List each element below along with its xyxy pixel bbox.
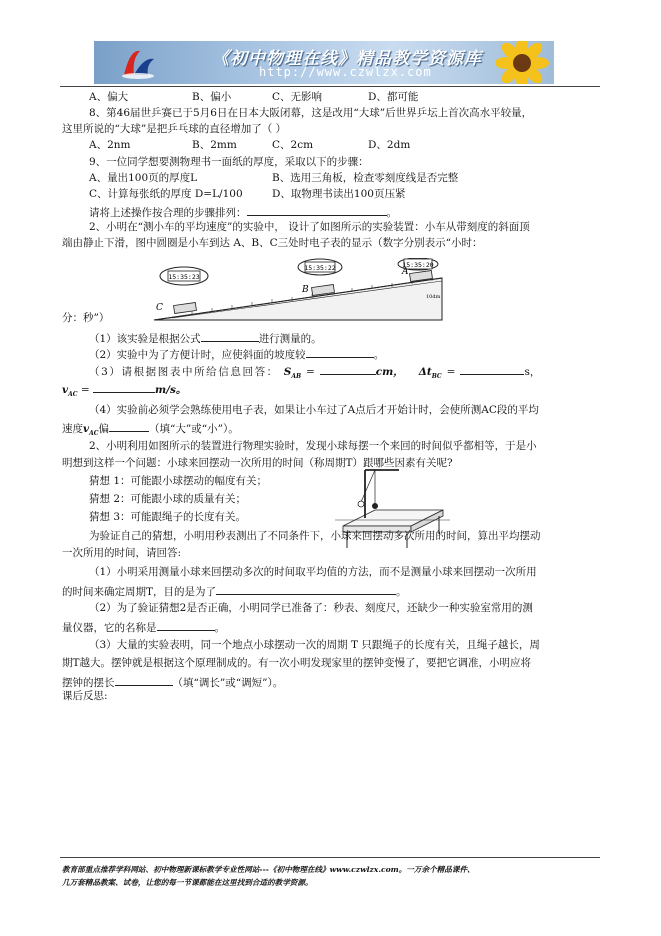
- exp2-guess-1: 猜想 1：可能跟小球摆动的幅度有关；: [89, 475, 268, 487]
- exp1-intro-2: 端由静止下滑，图中圆圈是小车到达 A、B、C三处时电子表的显示（数字分别表示“小时：: [62, 237, 483, 249]
- q9-step-a: A、量出100页的厚度L: [89, 172, 198, 184]
- exp2-p3-line-2: 期T越大。摆钟就是根据这个原理制成的。有一次小明发现家里的摆钟变慢了，要把它调准，小明应将: [62, 657, 532, 669]
- q8-option-b: B、2mm: [192, 139, 237, 151]
- q7-option-b: B、偏小: [192, 91, 232, 103]
- q9-order-line: 请将上述操作按合理的步骤排列： 。: [89, 204, 397, 220]
- exp2-verify-2: 一次所用的时间，请回答:: [62, 547, 182, 559]
- q7-option-c: C、无影响: [272, 91, 323, 103]
- ruler-end-label: 10dm: [426, 294, 441, 300]
- exp1-q4-blank[interactable]: [109, 420, 149, 432]
- header-banner: [94, 41, 554, 84]
- clock-c: [160, 267, 208, 285]
- q9-order-blank[interactable]: [247, 204, 387, 216]
- exp2-p3-line-3: 摆钟的摆长 （填“调长”或“调短”）。: [62, 674, 283, 690]
- q8-option-a: A、2nm: [89, 139, 131, 151]
- exp1-intro-3: 分：秒”）: [62, 312, 110, 324]
- s-ab-blank[interactable]: [320, 363, 376, 375]
- q7-option-a: A、偏大: [89, 91, 129, 103]
- exp2-p2-line-1: （2）为了验证猜想2是否正确，小明同学已准备了：秒表、刻度尺，还缺少一种实验室常用的测: [89, 602, 533, 614]
- q8-line-2: 这里所说的“大球”是把乒乓球的直径增加了（ ）: [62, 123, 287, 135]
- q8-option-c: C、2cm: [272, 139, 314, 151]
- exp2-p3-blank[interactable]: [115, 674, 173, 686]
- exp2-guess-3: 猜想 3：可能跟绳子的长度有关。: [89, 511, 247, 523]
- q9-step-b: B、选用三角板，检查零刻度线是否完整: [272, 172, 459, 184]
- exp1-q3-v: $v_{AC} = m/s$。: [62, 381, 186, 401]
- q9-line-1: 9、一位同学想要测物理书一面纸的厚度，采取以下的步骤：: [89, 156, 369, 168]
- exp2-guess-2: 猜想 2：可能跟小球的质量有关；: [89, 493, 247, 505]
- exp2-p2-line-2: 量仪器，它的名称是 。: [62, 619, 225, 635]
- header-rule: [60, 86, 600, 87]
- v-ac-blank[interactable]: [93, 381, 155, 393]
- exp1-intro-1: 2、小明在“测小车的平均速度”的实验中， 设计了如图所示的实验装置：小车从带刻度的斜面顶: [89, 221, 530, 233]
- point-label-b: B: [302, 285, 309, 295]
- clock-b: [298, 259, 342, 275]
- exp1-q4-line-2: 速度$v_{AC}$偏 （填“大”或“小”）。: [62, 420, 239, 440]
- point-label-c: C: [156, 303, 163, 313]
- exp1-q1: （1）该实验是根据公式 进行测量的。: [89, 330, 322, 346]
- clock-b-time: 15:35:22: [304, 264, 336, 272]
- t-bc-blank[interactable]: [460, 363, 524, 375]
- point-label-a: A: [402, 267, 409, 277]
- exp2-p1-line-2: 的时间来确定周期T，目的是为了 。: [62, 583, 407, 599]
- q9-step-c: C、计算每张纸的厚度 D=L/100: [89, 188, 243, 200]
- exp2-p2-blank[interactable]: [157, 619, 215, 631]
- exp2-intro-2: 明想到这样一个问题：小球来回摆动一次所用的时间（称周期T）跟哪些因素有关呢?: [62, 457, 453, 469]
- banner-url: http://www.czwlzx.com: [259, 65, 432, 79]
- clock-a-time: 15:35:20: [402, 261, 434, 269]
- footer-rule: [60, 857, 600, 858]
- exp2-p3-line-1: （3）大量的实验表明，同一个地点小球摆动一次的周期 T 只跟绳子的长度有关，且绳子越长，周: [89, 639, 540, 651]
- exp1-q2: （2）实验中为了方便计时，应使斜面的坡度较 。: [89, 346, 384, 362]
- exp2-intro-1: 2、小明利用如图所示的装置进行物理实验时，发现小球每摆一个来回的时间似乎都相等，于是小: [89, 440, 537, 452]
- footer-line-1: 教育部重点推荐学科网站、初中物理新课标教学专业性网站---《初中物理在线》www.czwlzx.com。一万余个精品课件、: [62, 865, 475, 874]
- q9-step-d: D、取物理书读出100页压紧: [272, 188, 406, 200]
- q8-line-1: 8、第46届世乒赛已于5月6日在日本大阪闭幕，这是改用“大球”后世界乒坛上首次高水平较量，: [89, 107, 533, 119]
- q8-option-d: D、2dm: [368, 139, 411, 151]
- exp1-q3: （3）请根据图表中所给信息回答： $S_{AB}$ = cm， $\Delta t_{BC} = s$，: [89, 363, 540, 383]
- banner-title: 《初中物理在线》精品教学资源库: [212, 49, 482, 69]
- site-logo-icon: [118, 45, 158, 81]
- exp2-p1-line-1: （1）小明采用测量小球来回摆动多次的时间取平均值的方法，而不是测量小球来回摆动一次所用: [89, 566, 537, 578]
- exp1-q2-blank[interactable]: [306, 346, 374, 358]
- q7-option-d: D、都可能: [368, 91, 419, 103]
- incline-experiment-figure: [152, 258, 448, 324]
- reflection-label: 课后反思:: [62, 690, 108, 702]
- clock-c-time: 15:35:23: [168, 273, 200, 281]
- footer-line-2: 几万套精品教案、试卷，让您的每一节课都能在这里找到合适的教学资源。: [62, 878, 313, 887]
- exp1-q4-line-1: （4）实验前必须学会熟练使用电子表，如果让小车过了A点后才开始计时，会使所测AC段的平均: [89, 404, 539, 416]
- exp2-verify-1: 为验证自己的猜想，小明用秒表测出了不同条件下，小球来回摆动多次所用的时间，算出平均摆动: [89, 530, 541, 542]
- exp1-q1-blank[interactable]: [201, 330, 259, 342]
- sunflower-icon: [489, 41, 554, 84]
- q9-order-prompt: 请将上述操作按合理的步骤排列：: [89, 207, 247, 219]
- exp2-p1-blank[interactable]: [216, 583, 396, 595]
